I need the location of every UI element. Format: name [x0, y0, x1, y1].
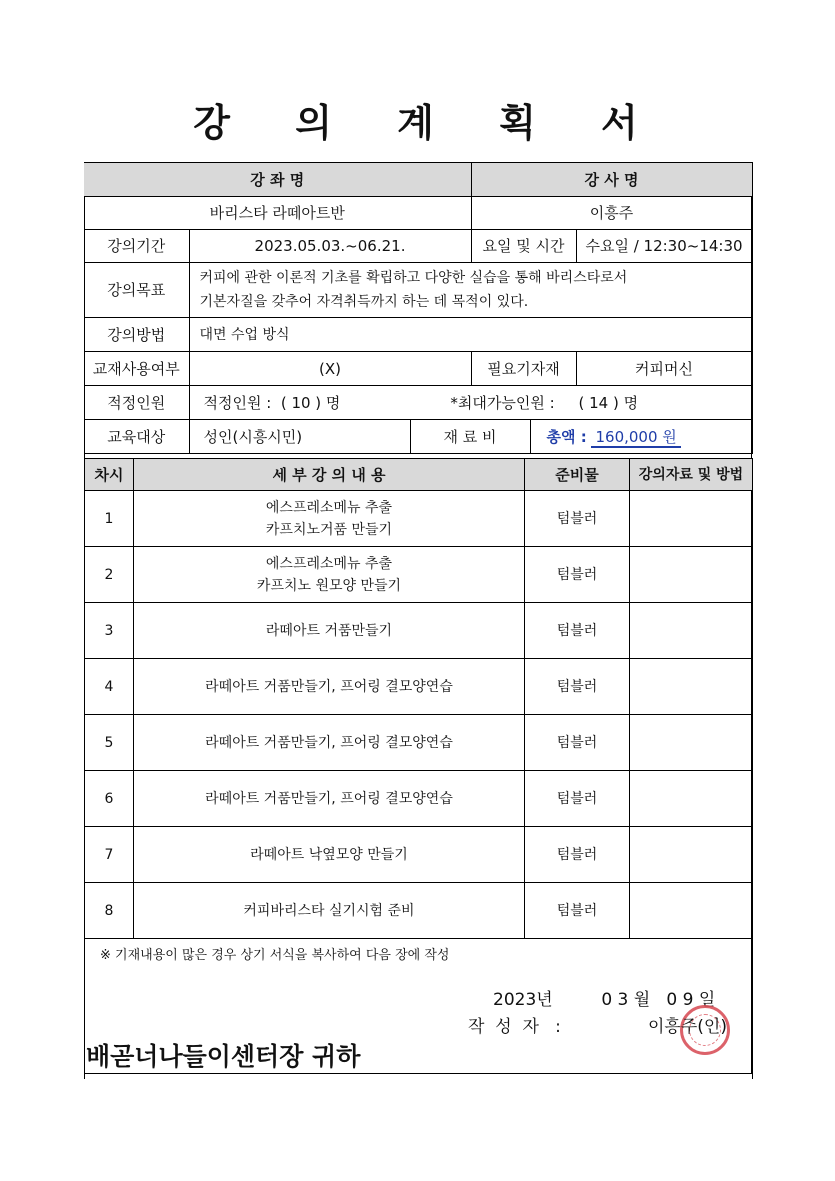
- schedule-row: [85, 715, 753, 771]
- total-fee-cell: [530, 420, 752, 454]
- target-label: 교육대상: [84, 420, 189, 454]
- schedule-header-content: 세 부 강 의 내 용: [134, 459, 525, 491]
- period-value: 2023.05.03.~06.21.: [189, 230, 471, 263]
- session-content: [134, 827, 525, 883]
- session-number: 7: [85, 827, 134, 883]
- session-content-line-1: 라떼아트 거품만들기, 프어링 결모양연습: [205, 678, 453, 695]
- max-capacity-value: *최대가능인원 : ( 14 ) 명: [450, 393, 639, 412]
- instructor-value: 이흥주: [471, 197, 752, 230]
- schedule-row: [85, 603, 753, 659]
- session-material: [630, 883, 753, 939]
- session-prep: 텀블러: [525, 883, 630, 939]
- material-fee-label: 재 료 비: [410, 420, 530, 454]
- session-content-line-1: 에스프레소메뉴 추출: [265, 555, 393, 572]
- schedule-row: [85, 827, 753, 883]
- equipment-value: 커피머신: [576, 352, 752, 386]
- session-content-line-1: 라떼아트 낙옆모양 만들기: [250, 846, 408, 863]
- schedule-row: [85, 659, 753, 715]
- day-time-label: 요일 및 시간: [471, 230, 576, 263]
- session-content-line-2: 카프치노 원모양 만들기: [256, 577, 402, 594]
- total-label: 총액 :: [546, 427, 587, 446]
- period-label: 강의기간: [84, 230, 189, 263]
- schedule-header-material: 강의자료 및 방법: [630, 459, 753, 491]
- course-info-table: [84, 162, 753, 454]
- schedule-row: [85, 491, 753, 547]
- session-material: [630, 771, 753, 827]
- total-value: 160,000 원: [591, 428, 680, 448]
- session-content-line-1: 에스프레소메뉴 추출: [265, 499, 393, 516]
- session-prep: 텀블러: [525, 491, 630, 547]
- session-content-line-2: 카프치노거품 만들기: [265, 521, 393, 538]
- session-material: [630, 547, 753, 603]
- schedule-header-prep: 준비물: [525, 459, 630, 491]
- session-content: [134, 659, 525, 715]
- schedule-body: [85, 491, 753, 939]
- capacity-label: 적정인원: [84, 386, 189, 420]
- course-name-value: 바리스타 라떼아트반: [84, 197, 471, 230]
- target-value: 성인(시흥시민): [189, 420, 410, 454]
- addressee: 배곧너나들이센터장 귀하: [86, 1042, 361, 1071]
- session-prep: 텀블러: [525, 603, 630, 659]
- goal-value: [189, 263, 752, 318]
- course-name-header: 강 좌 명: [84, 163, 471, 197]
- textbook-label: 교재사용여부: [84, 352, 189, 386]
- document-title: 강 의 계 획 서: [193, 101, 664, 145]
- session-content: [134, 883, 525, 939]
- equipment-label: 필요기자재: [471, 352, 576, 386]
- session-number: 6: [85, 771, 134, 827]
- goal-line-2: 기본자질을 갖추어 자격취득까지 하는 데 목적이 있다.: [199, 294, 529, 310]
- session-prep: 텀블러: [525, 547, 630, 603]
- session-content-line-1: 커피바리스타 실기시험 준비: [243, 902, 415, 919]
- schedule-row: [85, 771, 753, 827]
- session-material: [630, 715, 753, 771]
- session-material: [630, 491, 753, 547]
- session-number: 2: [85, 547, 134, 603]
- session-content: [134, 547, 525, 603]
- session-material: [630, 827, 753, 883]
- note-text: ※ 기재내용이 많은 경우 상기 서식을 복사하여 다음 장에 작성: [100, 948, 450, 963]
- session-prep: 텀블러: [525, 771, 630, 827]
- capacity-value: 적정인원 : ( 10 ) 명: [203, 393, 341, 412]
- session-content-line-1: 라떼아트 거품만들기: [265, 622, 393, 639]
- capacity-cell: [189, 386, 752, 420]
- schedule-header-no: 차시: [85, 459, 134, 491]
- session-number: 4: [85, 659, 134, 715]
- day-time-value: 수요일 / 12:30~14:30: [576, 230, 752, 263]
- goal-line-1: 커피에 관한 이론적 기초를 확립하고 다양한 실습을 통해 바리스타로서: [199, 270, 628, 286]
- session-number: 3: [85, 603, 134, 659]
- textbook-value: (X): [189, 352, 471, 386]
- method-value: 대면 수업 방식: [189, 318, 752, 352]
- session-content: [134, 715, 525, 771]
- session-prep: 텀블러: [525, 659, 630, 715]
- session-number: 1: [85, 491, 134, 547]
- schedule-row: [85, 883, 753, 939]
- session-content: [134, 771, 525, 827]
- session-content: [134, 603, 525, 659]
- session-prep: 텀블러: [525, 827, 630, 883]
- schedule-row: [85, 547, 753, 603]
- date-text: 2023년 0 3 월 0 9 일: [493, 990, 716, 1010]
- method-label: 강의방법: [84, 318, 189, 352]
- session-material: [630, 659, 753, 715]
- goal-label: 강의목표: [84, 263, 189, 318]
- session-content: [134, 491, 525, 547]
- writer-label: 작 성 자 :: [468, 1017, 561, 1037]
- session-prep: 텀블러: [525, 715, 630, 771]
- writer-name: 이흥주(인): [648, 1017, 727, 1037]
- session-number: 5: [85, 715, 134, 771]
- session-material: [630, 603, 753, 659]
- instructor-header: 강 사 명: [471, 163, 752, 197]
- session-number: 8: [85, 883, 134, 939]
- session-content-line-1: 라떼아트 거품만들기, 프어링 결모양연습: [205, 790, 453, 807]
- session-content-line-1: 라떼아트 거품만들기, 프어링 결모양연습: [205, 734, 453, 751]
